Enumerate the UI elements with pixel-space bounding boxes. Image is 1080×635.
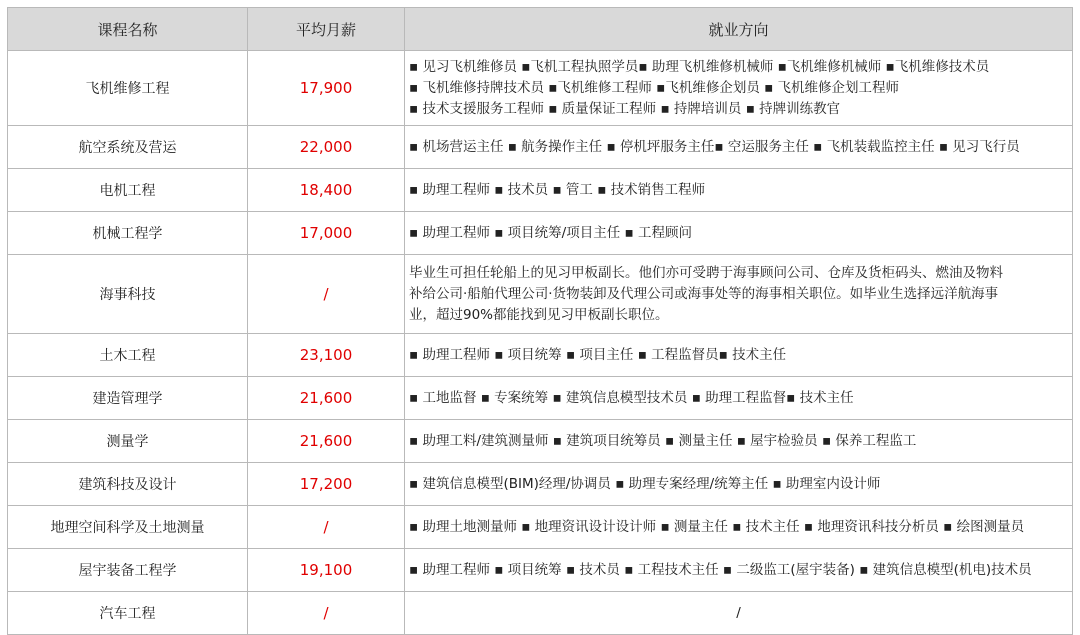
header-course-name: 课程名称 <box>8 8 248 51</box>
career-line: 补给公司·船舶代理公司·货物装卸及代理公司或海事处等的海事相关职位。如毕业生选择远洋航海事 <box>409 285 999 302</box>
career-line: ▪ 助理工程师 ▪ 项目统筹 ▪ 项目主任 ▪ 工程监督员▪ 技术主任 <box>409 346 787 363</box>
salary-cell: / <box>248 592 405 635</box>
salary-cell: 21,600 <box>248 420 405 463</box>
course-name-cell: 地理空间科学及土地测量 <box>8 506 248 549</box>
career-line: ▪ 技术支援服务工程师 ▪ 质量保证工程师 ▪ 持牌培训员 ▪ 持牌训练教官 <box>409 100 841 117</box>
career-line: ▪ 助理工程师 ▪ 项目统筹 ▪ 技术员 ▪ 工程技术主任 ▪ 二级监工(屋宇装备) ▪ 建筑信息模型(机电)技术员 <box>409 561 1032 578</box>
salary-cell: 17,000 <box>248 212 405 255</box>
table-row <box>8 51 1073 126</box>
salary-cell: 21,600 <box>248 377 405 420</box>
career-cell <box>405 334 1073 377</box>
career-line: ▪ 助理工料/建筑测量师 ▪ 建筑项目统筹员 ▪ 测量主任 ▪ 屋宇检验员 ▪ 保养工程监工 <box>409 432 917 449</box>
career-cell <box>405 463 1073 506</box>
career-line: ▪ 飞机维修持牌技术员 ▪飞机维修工程师 ▪飞机维修企划员 ▪ 飞机维修企划工程师 <box>409 79 900 96</box>
course-name-cell: 测量学 <box>8 420 248 463</box>
table-row <box>8 334 1073 377</box>
career-line: ▪ 见习飞机维修员 ▪飞机工程执照学员▪ 助理飞机维修机械师 ▪飞机维修机械师 ▪飞机维修技术员 <box>409 58 990 75</box>
career-line: / <box>736 604 741 621</box>
table-row <box>8 212 1073 255</box>
career-cell <box>405 212 1073 255</box>
career-line: 业，超过90%都能找到见习甲板副长职位。 <box>409 306 669 323</box>
career-cell <box>405 506 1073 549</box>
career-line: ▪ 助理工程师 ▪ 项目统筹/项目主任 ▪ 工程顾问 <box>409 224 692 241</box>
career-line: ▪ 工地监督 ▪ 专案统筹 ▪ 建筑信息模型技术员 ▪ 助理工程监督▪ 技术主任 <box>409 389 854 406</box>
header-career-direction: 就业方向 <box>405 8 1073 51</box>
course-name-cell: 屋宇装备工程学 <box>8 549 248 592</box>
salary-cell: / <box>248 255 405 334</box>
course-name-cell: 机械工程学 <box>8 212 248 255</box>
table-row <box>8 169 1073 212</box>
career-cell <box>405 377 1073 420</box>
table-row <box>8 549 1073 592</box>
salary-cell: 18,400 <box>248 169 405 212</box>
header-avg-salary: 平均月薪 <box>248 8 405 51</box>
table-row <box>8 255 1073 334</box>
table-row <box>8 463 1073 506</box>
career-cell <box>405 549 1073 592</box>
course-name-cell: 建造管理学 <box>8 377 248 420</box>
course-name-cell: 海事科技 <box>8 255 248 334</box>
course-name-cell: 土木工程 <box>8 334 248 377</box>
career-cell <box>405 420 1073 463</box>
course-name-cell: 建筑科技及设计 <box>8 463 248 506</box>
table-row <box>8 377 1073 420</box>
course-name-cell: 电机工程 <box>8 169 248 212</box>
salary-cell: 17,200 <box>248 463 405 506</box>
career-cell <box>405 255 1073 334</box>
career-cell <box>405 592 1073 635</box>
table-row <box>8 126 1073 169</box>
career-cell <box>405 126 1073 169</box>
salary-cell: 23,100 <box>248 334 405 377</box>
career-cell <box>405 169 1073 212</box>
course-salary-table <box>7 7 1073 635</box>
career-line: 毕业生可担任轮船上的见习甲板副长。他们亦可受聘于海事顾问公司、仓库及货柜码头、燃油及物料 <box>409 264 1003 281</box>
salary-cell: / <box>248 506 405 549</box>
table-row <box>8 592 1073 635</box>
salary-cell: 22,000 <box>248 126 405 169</box>
career-line: ▪ 机场营运主任 ▪ 航务操作主任 ▪ 停机坪服务主任▪ 空运服务主任 ▪ 飞机装载监控主任 ▪ 见习飞行员 <box>409 138 1020 155</box>
career-line: ▪ 助理工程师 ▪ 技术员 ▪ 管工 ▪ 技术销售工程师 <box>409 181 706 198</box>
career-cell <box>405 51 1073 126</box>
course-name-cell: 航空系统及营运 <box>8 126 248 169</box>
table-row <box>8 420 1073 463</box>
career-line: ▪ 建筑信息模型(BIM)经理/协调员 ▪ 助理专案经理/统筹主任 ▪ 助理室内设计师 <box>409 475 881 492</box>
career-line: ▪ 助理土地测量师 ▪ 地理资讯设计设计师 ▪ 测量主任 ▪ 技术主任 ▪ 地理资讯科技分析员 ▪ 绘图测量员 <box>409 518 1025 535</box>
course-name-cell: 飞机维修工程 <box>8 51 248 126</box>
salary-cell: 17,900 <box>248 51 405 126</box>
course-name-cell: 汽车工程 <box>8 592 248 635</box>
course-salary-table-container <box>7 7 1072 635</box>
table-row <box>8 506 1073 549</box>
header-row <box>8 8 1073 51</box>
salary-cell: 19,100 <box>248 549 405 592</box>
